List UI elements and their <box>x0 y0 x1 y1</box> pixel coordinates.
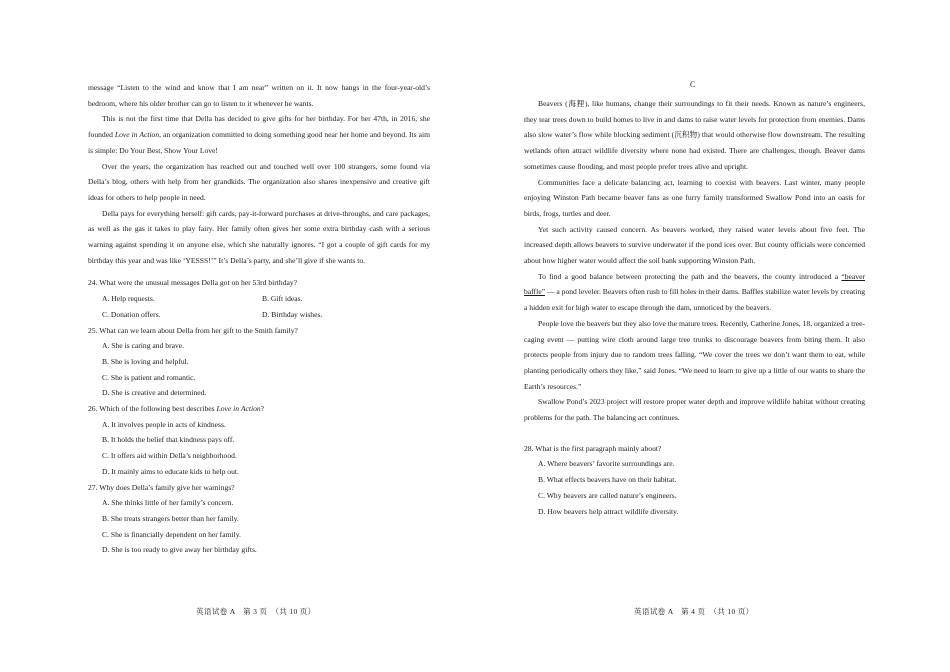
option: A. Help requests. <box>102 294 155 304</box>
option: B. She treats strangers better than her family. <box>102 513 239 523</box>
left-page <box>88 80 430 558</box>
option: A. Where beavers’ favorite surroundings are. <box>538 459 675 469</box>
option: A. She thinks little of her family’s concern. <box>102 498 234 508</box>
paragraph: Communities face a delicate balancing act, learning to coexist with beavers. Last winter, many people enjoying Winston Path became beaver fans as one furry family transformed Swallow Pond into an oasis for birds, frogs, turtles and deer. <box>524 177 865 218</box>
question-26 <box>88 401 430 480</box>
option: C. Donation offers. <box>102 309 161 319</box>
option: D. She is creative and determined. <box>102 388 207 398</box>
question-24 <box>88 275 430 322</box>
option: C. Why beavers are called nature’s engineers. <box>538 490 677 500</box>
question-stem: 24. What were the unusual messages Della got on her 53rd birthday? <box>88 278 298 288</box>
question-27 <box>88 480 430 559</box>
question-stem: 27. Why does Della’s family give her warnings? <box>88 482 235 492</box>
paragraph: To find a good balance between protecting the path and the beavers, the county introduced a “beaver baffle” — a pond leveler. Beavers often rush to fill holes in their dams. Baffles stabilize water levels by creating a hidden exit for high water to escape through the dam, unnoticed by the beavers. <box>524 271 865 313</box>
question-stem: 28. What is the first paragraph mainly about? <box>524 443 662 453</box>
question-25 <box>88 323 430 402</box>
option: D. Birthday wishes. <box>262 309 323 319</box>
paragraph: Yet such activity caused concern. As beavers worked, they raised water levels about five feet. The increased depth allows beavers to survive underwater if the pond ices over. But county officials were concerned about how higher water would affect the soil bank supporting Winston Path. <box>524 224 865 266</box>
option: B. She is loving and helpful. <box>102 356 189 366</box>
paragraph: This is not the first time that Della has decided to give gifts for her birthday. For her 47th, in 2016, she founded Love in Action, an organization committed to doing something good near her home and beyond. Its aim is simple: Do Your Best, Show Your Love! <box>88 114 430 155</box>
option: A. It involves people in acts of kindness. <box>102 419 226 429</box>
underlined-term: “beaver baffle” <box>524 271 865 297</box>
section-heading: C <box>690 80 696 89</box>
paragraph: Beavers (海狸), like humans, change their surroundings to fit their needs. Known as nature’s engineers, they tear trees down to build homes to live in and dams to raise water levels for protection from enemies. Dams also slow water’s flow while blocking sediment (沉积物) that would otherwise flow downstream. The resulting wetlands often attract wildlife diversity where none had existed. There are challenges, though. Beaver dams sometimes cause flooding, and most people prefer trees alive and upright. <box>524 99 865 171</box>
question-stem: 25. What can we learn about Della from her gift to the Smith family? <box>88 325 298 335</box>
paragraph: People love the beavers but they also love the mature trees. Recently, Catherine Jones, 18, organized a tree-caging event — putting wire cloth around large tree trunks to discourage beavers from biting them. It also protects people from injury due to random trees falling. “We cover the trees we don’t want them to eat, while planting periodically others they like,” said Jones. “We need to learn to give up a little of our wants to share the Earth’s resources.” <box>524 318 865 391</box>
option: C. She is patient and romantic. <box>102 372 196 382</box>
paragraph: Over the years, the organization has reached out and touched well over 100 strangers, some found via Della’s blog, others with help from her grandkids. The organization also shares inexpensive and creative gift ideas for others to help people in need. <box>88 161 430 202</box>
question-stem: 26. Which of the following best describes Love in Action? <box>88 404 265 414</box>
paragraph: Della pays for everything herself: gift cards, pay-it-forward purchases at drive-throughs, and care packages, as well as the gas it takes to play fairy. Her family often gives her some extra birthday cash with a serious warning against spending it on anyone else, which she naturally ignores. “I got a couple of gift cards for my birthday this year and was like ‘YESSS!’” It’s Della’s party, and she’ll give if she wants to. <box>88 208 430 265</box>
option: D. It mainly aims to educate kids to help out. <box>102 466 239 476</box>
page-footer: 英语试卷 A 第 3 页 （共 10 页） <box>196 607 316 616</box>
option: B. What effects beavers have on their habitat. <box>538 475 677 485</box>
option: C. She is financially dependent on her family. <box>102 529 241 539</box>
option: D. How beavers help attract wildlife diversity. <box>538 506 679 516</box>
option: B. Gift ideas. <box>262 294 303 304</box>
option: A. She is caring and brave. <box>102 341 185 351</box>
paragraph: message “Listen to the wind and know that I am near” written on it. It now hangs in the four-year-old’s bedroom, where his older brother can go to listen to it whenever he wants. <box>88 83 430 108</box>
option-row <box>88 291 430 307</box>
page-footer: 英语试卷 A 第 4 页 （共 10 页） <box>634 607 754 616</box>
question-28 <box>524 441 865 520</box>
option-row <box>88 307 430 323</box>
paragraph: Swallow Pond’s 2023 project will restore proper water depth and improve wildlife habitat without creating problems for the path. The balancing act continues. <box>524 397 865 423</box>
option: D. She is too ready to give away her birthday gifts. <box>102 545 257 555</box>
option: B. It holds the belief that kindness pays off. <box>102 435 235 445</box>
option: C. It offers aid within Della’s neighborhood. <box>102 451 237 461</box>
right-page <box>524 96 865 519</box>
